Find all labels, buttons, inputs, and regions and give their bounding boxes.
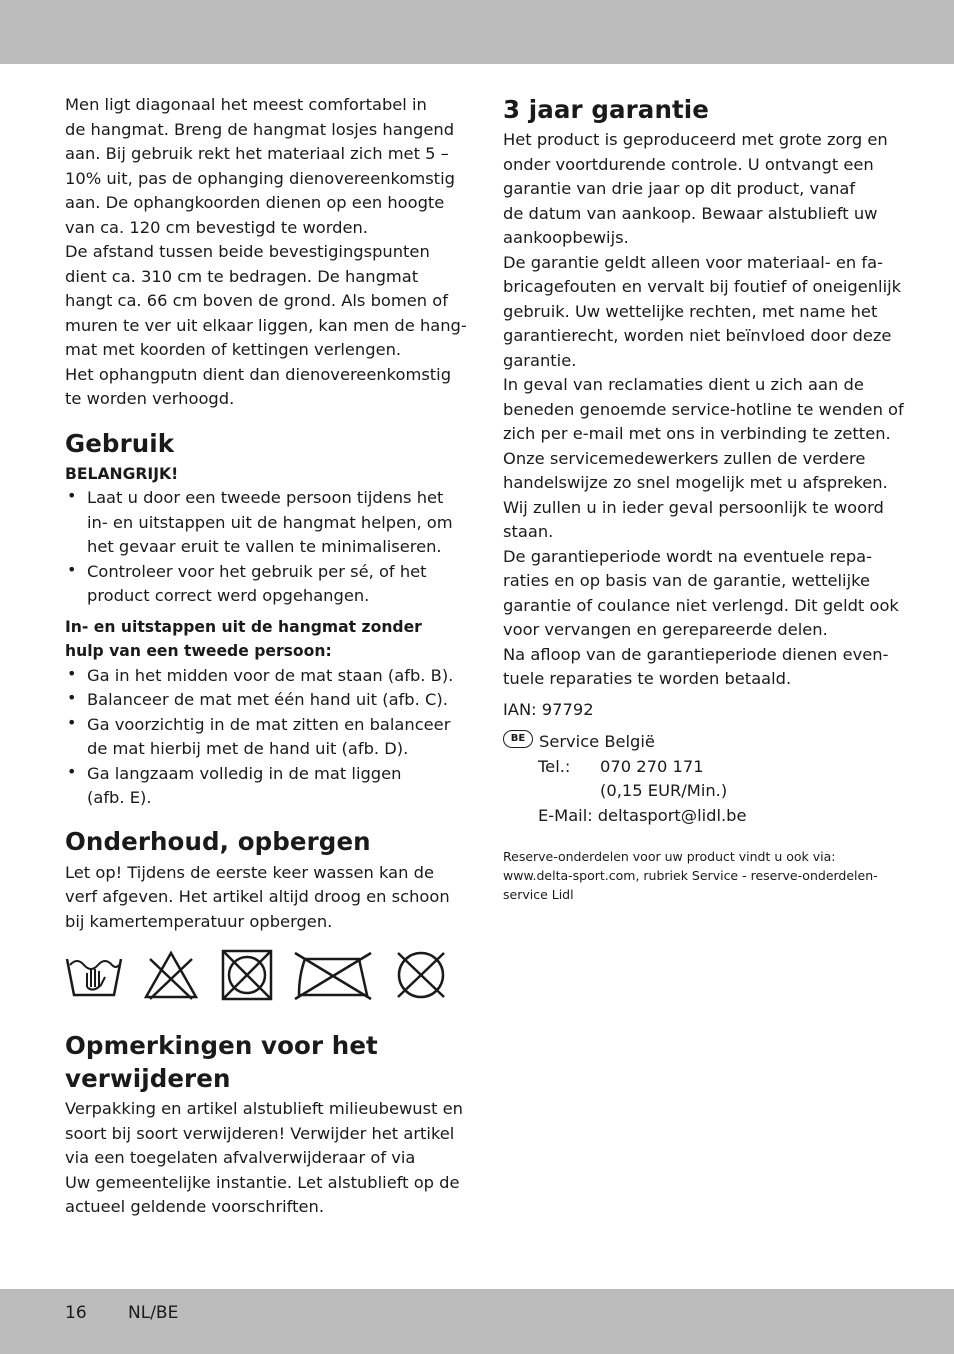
text-line: aankoopbewijs.	[503, 228, 629, 247]
care-symbols	[65, 946, 450, 1004]
bullet-line: • Ga voorzichtig in de mat zitten en balanceer	[87, 714, 451, 734]
email-link[interactable]: deltasport@lidl.be	[597, 805, 747, 825]
intro-text	[65, 93, 467, 412]
text-line: Het ophangputn dient dan dienovereenkomstig	[65, 364, 452, 384]
text-line: De garantie geldt alleen voor materiaal- en fa-	[503, 252, 883, 272]
spare-parts-note	[503, 847, 893, 904]
bullet-line: product correct werd opgehangen.	[87, 586, 370, 605]
text-line: bij kamertemperatuur opbergen.	[65, 911, 333, 931]
note-line: Reserve-onderdelen voor uw product vindt u ook via:	[503, 849, 836, 864]
text-line: gebruik. Uw wettelijke rechten, met name het	[503, 301, 878, 321]
country-badge: BE	[503, 730, 533, 748]
bullet-item	[65, 560, 450, 609]
text-line: Wij zullen u in ieder geval persoonlijk te woord	[503, 497, 884, 517]
text-line: zich per e-mail met ons in verbinding te zetten.	[503, 424, 891, 443]
tel-value: 070 270 171	[600, 756, 704, 776]
note-line: www.delta-sport.com, rubriek Service - reserve-onderdelen-	[503, 868, 878, 883]
text-line: In geval van reclamaties dient u zich aan de	[503, 375, 864, 394]
text-line: raties en op basis van de garantie, wettelijke	[503, 571, 870, 590]
bullet-item	[65, 713, 450, 762]
disposal-text	[65, 1097, 463, 1220]
email-label: E-Mail:	[538, 805, 593, 825]
ian-number: IAN: 97792	[503, 699, 594, 719]
title-line: verwijderen	[65, 1064, 231, 1093]
important-label: BELANGRIJK!	[65, 464, 179, 483]
bullet-line: • Ga in het midden voor de mat staan (afb. B).	[87, 665, 454, 685]
bullet-line: in- en uitstappen uit de hangmat helpen, om	[87, 512, 453, 532]
no-iron-icon	[293, 949, 373, 1001]
bullet-item	[65, 664, 454, 689]
text-line: garantierecht, worden niet beïnvloed door deze	[503, 326, 892, 345]
text-line: beneden genoemde service-hotline te wenden of	[503, 399, 904, 419]
section-title-gebruik: Gebruik	[65, 428, 175, 458]
bullet-item	[65, 486, 453, 560]
subheading-line: In- en uitstappen uit de hangmat zonder	[65, 617, 422, 636]
text-line: Het product is geproduceerd met grote zorg en	[503, 130, 888, 149]
bullet-line: • Balanceer de mat met één hand uit (afb. C).	[87, 690, 448, 709]
text-line: handelswijze zo snel mogelijk met u afspreken.	[503, 473, 888, 492]
text-line: Let op! Tijdens de eerste keer wassen kan de	[65, 862, 434, 882]
tel-label: Tel.:	[538, 756, 571, 776]
section-title-verwijderen	[65, 1029, 450, 1095]
text-line: de datum van aankoop. Bewaar alstublieft uw	[503, 203, 878, 223]
text-line: muren te ver uit elkaar liggen, kan men de hang-	[65, 315, 467, 335]
warranty-text	[503, 128, 904, 692]
text-line: hangt ca. 66 cm boven de grond. Als bomen of	[65, 291, 448, 310]
text-line: verf afgeven. Het artikel altijd droog en schoon	[65, 887, 450, 906]
bullet-line: • Laat u door een tweede persoon tijdens het	[87, 488, 444, 507]
text-line: actueel geldende voorschriften.	[65, 1197, 324, 1216]
hand-wash-icon	[65, 951, 123, 999]
bullet-line: • Ga langzaam volledig in de mat liggen	[87, 763, 402, 783]
text-line: De afstand tussen beide bevestigingspunten	[65, 242, 430, 261]
text-line: soort bij soort verwijderen! Verwijder het artikel	[65, 1123, 455, 1143]
text-line: van ca. 120 cm bevestigd te worden.	[65, 217, 368, 237]
text-line: garantie van drie jaar op dit product, vanaf	[503, 179, 856, 198]
text-line: te worden verhoogd.	[65, 389, 235, 408]
text-line: garantie.	[503, 350, 577, 370]
entry-bullets	[65, 664, 454, 811]
bullet-item	[65, 688, 450, 713]
text-line: Na afloop van de garantieperiode dienen even-	[503, 644, 889, 664]
no-tumble-dry-icon	[219, 949, 275, 1001]
text-line: aan. Bij gebruik rekt het materiaal zich met 5 –	[65, 144, 449, 163]
page-number: 16	[65, 1303, 87, 1323]
maintenance-text	[65, 861, 450, 935]
header-band	[0, 0, 954, 64]
text-line: aan. De ophangkoorden dienen op een hoogte	[65, 193, 445, 212]
text-line: voor vervangen en gerepareerde delen.	[503, 620, 828, 639]
subheading-line: hulp van een tweede persoon:	[65, 642, 332, 660]
text-line: Men ligt diagonaal het meest comfortabel in	[65, 95, 427, 114]
title-line: Opmerkingen voor het	[65, 1031, 378, 1060]
text-line: tuele reparaties te worden betaald.	[503, 669, 792, 688]
text-line: dient ca. 310 cm te bedragen. De hangmat	[65, 266, 419, 286]
note-line: service Lidl	[503, 887, 574, 902]
bullet-line: • Controleer voor het gebruik per sé, of het	[87, 561, 427, 581]
text-line: onder voortdurende controle. U ontvangt een	[503, 154, 874, 174]
language-code: NL/BE	[128, 1303, 179, 1323]
text-line: Uw gemeentelijke instantie. Let alstublieft op de	[65, 1172, 460, 1192]
text-line: via een toegelaten afvalverwijderaar of via	[65, 1148, 416, 1167]
usage-bullets	[65, 486, 453, 609]
text-line: De garantieperiode wordt na eventuele repa-	[503, 546, 873, 566]
bullet-line: de mat hierbij met de hand uit (afb. D).	[87, 739, 409, 758]
text-line: Verpakking en artikel alstublieft milieubewust en	[65, 1099, 463, 1118]
text-line: 10% uit, pas de ophanging dienovereenkomstig	[65, 168, 455, 188]
no-bleach-icon	[142, 949, 200, 1001]
section-title-garantie: 3 jaar garantie	[503, 95, 710, 124]
service-contact	[503, 730, 893, 828]
no-dry-clean-icon	[392, 949, 450, 1001]
text-line: bricagefouten en vervalt bij foutief of oneigenlijk	[503, 277, 902, 296]
right-column	[503, 93, 904, 904]
text-line: de hangmat. Breng de hangmat losjes hangend	[65, 119, 455, 139]
text-line: staan.	[503, 522, 554, 541]
text-line: Onze servicemedewerkers zullen de verdere	[503, 448, 866, 468]
bullet-item	[65, 762, 450, 811]
left-column	[65, 93, 467, 1220]
bullet-line: het gevaar eruit te vallen te minimaliseren.	[87, 537, 442, 556]
bullet-line: (afb. E).	[87, 788, 152, 807]
entry-subheading	[65, 615, 450, 664]
text-line: mat met koorden of kettingen verlengen.	[65, 340, 402, 359]
tel-rate: (0,15 EUR/Min.)	[600, 781, 728, 800]
service-name: Service België	[539, 732, 655, 751]
section-title-onderhoud: Onderhoud, opbergen	[65, 826, 371, 856]
text-line: garantie of coulance niet verlengd. Dit geldt ook	[503, 595, 899, 615]
